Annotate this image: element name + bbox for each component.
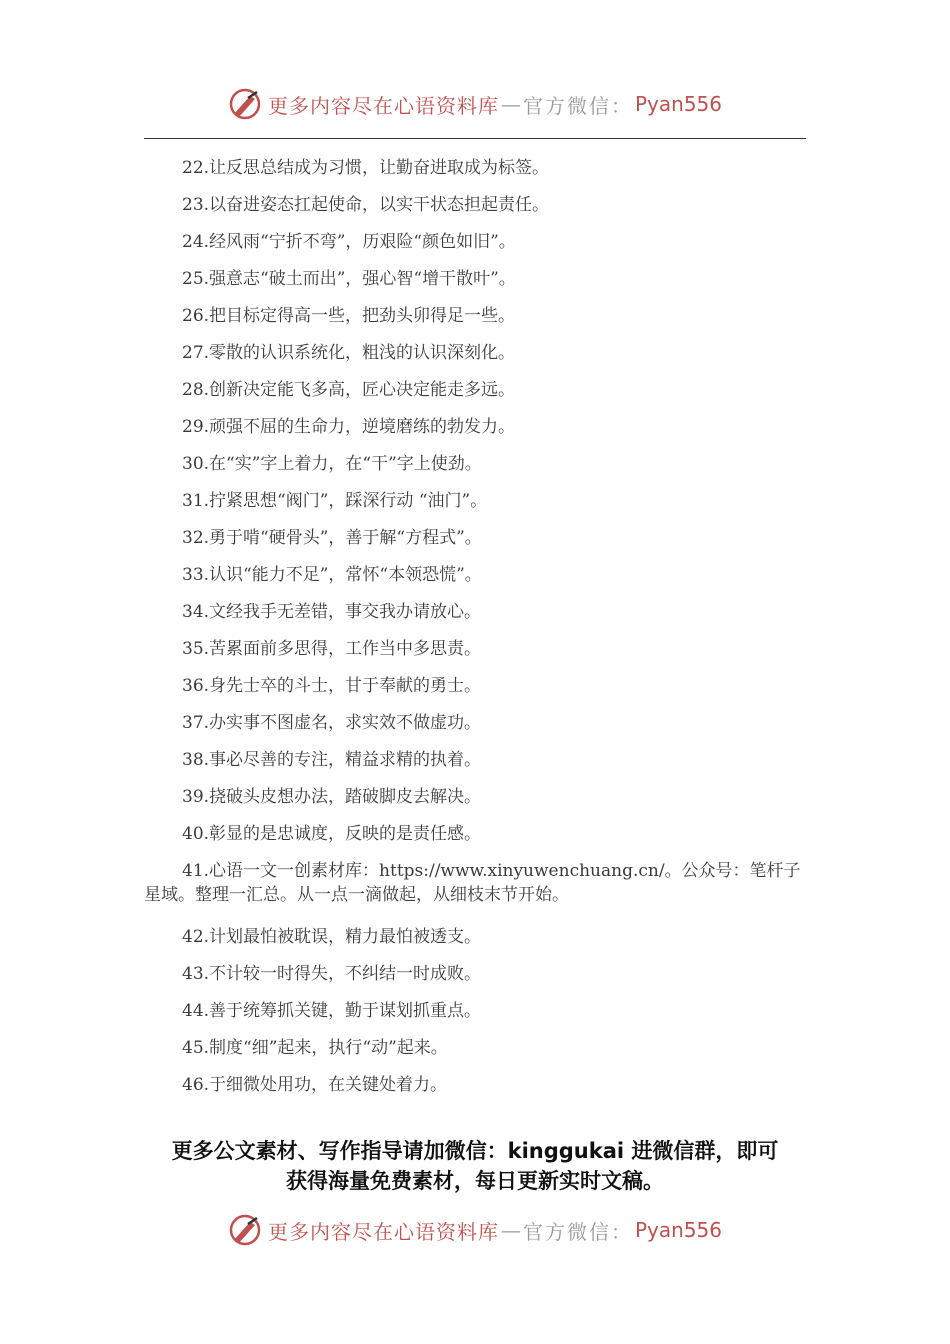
list-item-source-note: 41.心语一文一创素材库：https://www.xinyuwenchuang.cn/。公众号：笔杆子星域。整理一汇总。从一点一滴做起，从细枝末节开始。 — [144, 861, 801, 905]
list-item: 36.身先士卒的斗士，甘于奉献的勇士。 — [182, 676, 482, 696]
banner-title: 更多内容尽在心语资料库 — [267, 93, 499, 118]
slogan-list — [144, 150, 806, 1104]
banner-separator: — — [500, 92, 521, 116]
list-item: 40.彰显的是忠诚度，反映的是责任感。 — [182, 824, 482, 844]
banner-wechat-label: 官方微信： — [522, 1219, 633, 1244]
header-divider — [144, 138, 806, 139]
list-item: 22.让反思总结成为习惯，让勤奋进取成为标签。 — [182, 158, 550, 178]
list-item: 27.零散的认识系统化，粗浅的认识深刻化。 — [182, 343, 516, 363]
list-item: 42.计划最怕被耽误，精力最怕被透支。 — [182, 927, 482, 947]
banner-wechat-label: 官方微信： — [522, 93, 633, 118]
list-item: 38.事必尽善的专注，精益求精的执着。 — [182, 750, 482, 770]
banner-wechat-id: Pyan556 — [634, 1218, 722, 1242]
header-banner — [0, 82, 950, 126]
list-item: 35.苦累面前多思得，工作当中多思责。 — [182, 639, 482, 659]
list-item: 46.于细微处用功，在关键处着力。 — [182, 1075, 448, 1095]
list-item: 45.制度“细”起来，执行“动”起来。 — [182, 1038, 448, 1058]
list-item: 44.善于统筹抓关键，勤于谋划抓重点。 — [182, 1001, 482, 1021]
promo-line-1: 更多公文素材、写作指导请加微信：kinggukai 进微信群，即可 — [171, 1139, 779, 1163]
list-item: 37.办实事不图虚名，求实效不做虚功。 — [182, 713, 482, 733]
pen-logo-icon — [228, 1213, 262, 1247]
footer-banner — [0, 1208, 950, 1252]
list-item: 32.勇于啃“硬骨头”，善于解“方程式”。 — [182, 528, 482, 548]
promo-callout — [144, 1136, 806, 1196]
list-item: 39.挠破头皮想办法，踏破脚皮去解决。 — [182, 787, 482, 807]
list-item: 26.把目标定得高一些，把劲头卯得足一些。 — [182, 306, 516, 326]
banner-wechat-id: Pyan556 — [634, 92, 722, 116]
list-item: 33.认识“能力不足”，常怀“本领恐慌”。 — [182, 565, 482, 585]
list-item: 28.创新决定能飞多高，匠心决定能走多远。 — [182, 380, 516, 400]
banner-separator: — — [500, 1218, 521, 1242]
list-item: 30.在“实”字上着力，在“干”字上使劲。 — [182, 454, 482, 474]
list-item: 31.拧紧思想“阀门”，踩深行动 “油门”。 — [182, 491, 488, 511]
list-item: 25.强意志“破土而出”，强心智“增干散叶”。 — [182, 269, 516, 289]
list-item: 29.顽强不屈的生命力，逆境磨练的勃发力。 — [182, 417, 516, 437]
list-item: 43.不计较一时得失，不纠结一时成败。 — [182, 964, 482, 984]
pen-logo-icon — [228, 87, 262, 121]
list-item: 23.以奋进姿态扛起使命，以实干状态担起责任。 — [182, 195, 550, 215]
banner-title: 更多内容尽在心语资料库 — [267, 1219, 499, 1244]
list-item: 24.经风雨“宁折不弯”，历艰险“颜色如旧”。 — [182, 232, 516, 252]
promo-line-2: 获得海量免费素材，每日更新实时文稿。 — [286, 1169, 664, 1193]
list-item: 34.文经我手无差错，事交我办请放心。 — [182, 602, 482, 622]
